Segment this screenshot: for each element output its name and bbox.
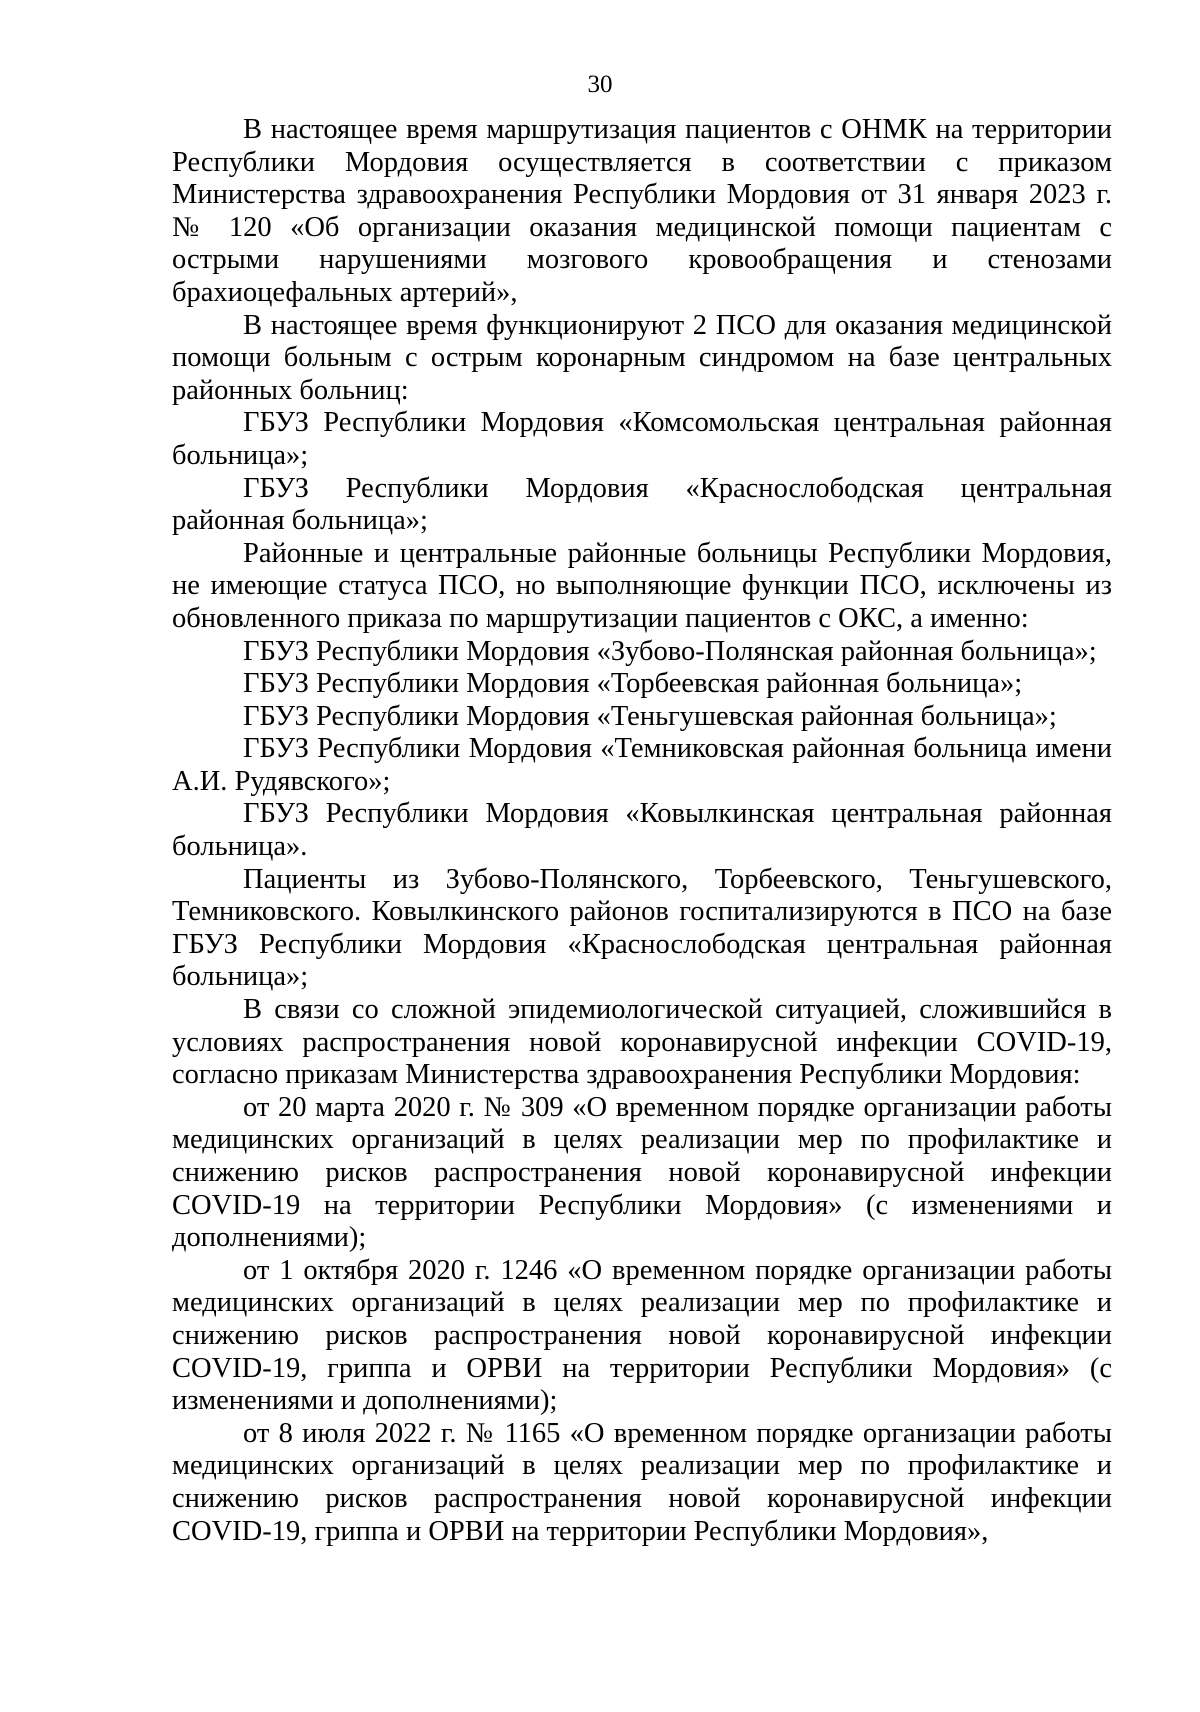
paragraph: В настоящее время функционируют 2 ПСО для оказания медицинской помощи больным с острым коронарным синдромом на базе центральных районных больниц:: [172, 309, 1112, 406]
paragraph: от 20 марта 2020 г. № 309 «О временном порядке организации работы медицинских организаций в целях реализации мер по профилактике и снижению рисков распространения новой коронавирусной инфекции COVID-19 на территории Республики Мордовия» (с изменениями и дополнениями);: [172, 1091, 1112, 1254]
paragraph: от 1 октября 2020 г. 1246 «О временном порядке организации работы медицинских организаций в целях реализации мер по профилактике и снижению рисков распространения новой коронавирусной инфекции COVID-19, гриппа и ОРВИ на территории Республики Мордовия» (с изменениями и дополнениями);: [172, 1254, 1112, 1417]
paragraph: ГБУЗ Республики Мордовия «Торбеевская районная больница»;: [243, 668, 1023, 700]
paragraph: ГБУЗ Республики Мордовия «Краснослободская центральная районная больница»;: [172, 472, 1112, 537]
paragraph: ГБУЗ Республики Мордовия «Теньгушевская районная больница»;: [243, 700, 1057, 732]
page-number: 30: [587, 71, 613, 98]
document-body: [172, 114, 1112, 1548]
paragraph: ГБУЗ Республики Мордовия «Комсомольская центральная районная больница»;: [172, 407, 1112, 471]
paragraph: ГБУЗ Республики Мордовия «Темниковская районная больница имени А.И. Рудявского»;: [172, 733, 1112, 797]
paragraph: Пациенты из Зубово-Полянского, Торбеевского, Теньгушевского, Темниковского. Ковылкинского районов госпитализируются в ПСО на базе ГБУЗ Республики Мордовия «Краснослободская центральная районная больница»;: [172, 863, 1112, 993]
paragraph: ГБУЗ Республики Мордовия «Ковылкинская центральная районная больница».: [172, 798, 1112, 863]
paragraph: Районные и центральные районные больницы Республики Мордовия, не имеющие статуса ПСО, но выполняющие функции ПСО, исключены из обновленного приказа по маршрутизации пациентов с ОКС, а именно:: [172, 537, 1112, 634]
paragraph: В связи со сложной эпидемиологической ситуацией, сложившийся в условиях распространения новой коронавирусной инфекции COVID-19, согласно приказам Министерства здравоохранения Республики Мордовия:: [172, 994, 1112, 1091]
paragraph: от 8 июля 2022 г. № 1165 «О временном порядке организации работы медицинских организаций в целях реализации мер по профилактике и снижению рисков распространения новой коронавирусной инфекции COVID-19, гриппа и ОРВИ на территории Республики Мордовия»,: [172, 1417, 1112, 1547]
paragraph: В настоящее время маршрутизация пациентов с ОНМК на территории Республики Мордовия осуществляется в соответствии с приказом Министерства здравоохранения Республики Мордовия от 31 января 2023 г. № 120 «Об организации оказания медицинской помощи пациентам с острыми нарушениями мозгового кровообращения и стенозами брахиоцефальных артерий»,: [172, 114, 1112, 308]
paragraph: ГБУЗ Республики Мордовия «Зубово-Полянская районная больница»;: [243, 635, 1097, 667]
